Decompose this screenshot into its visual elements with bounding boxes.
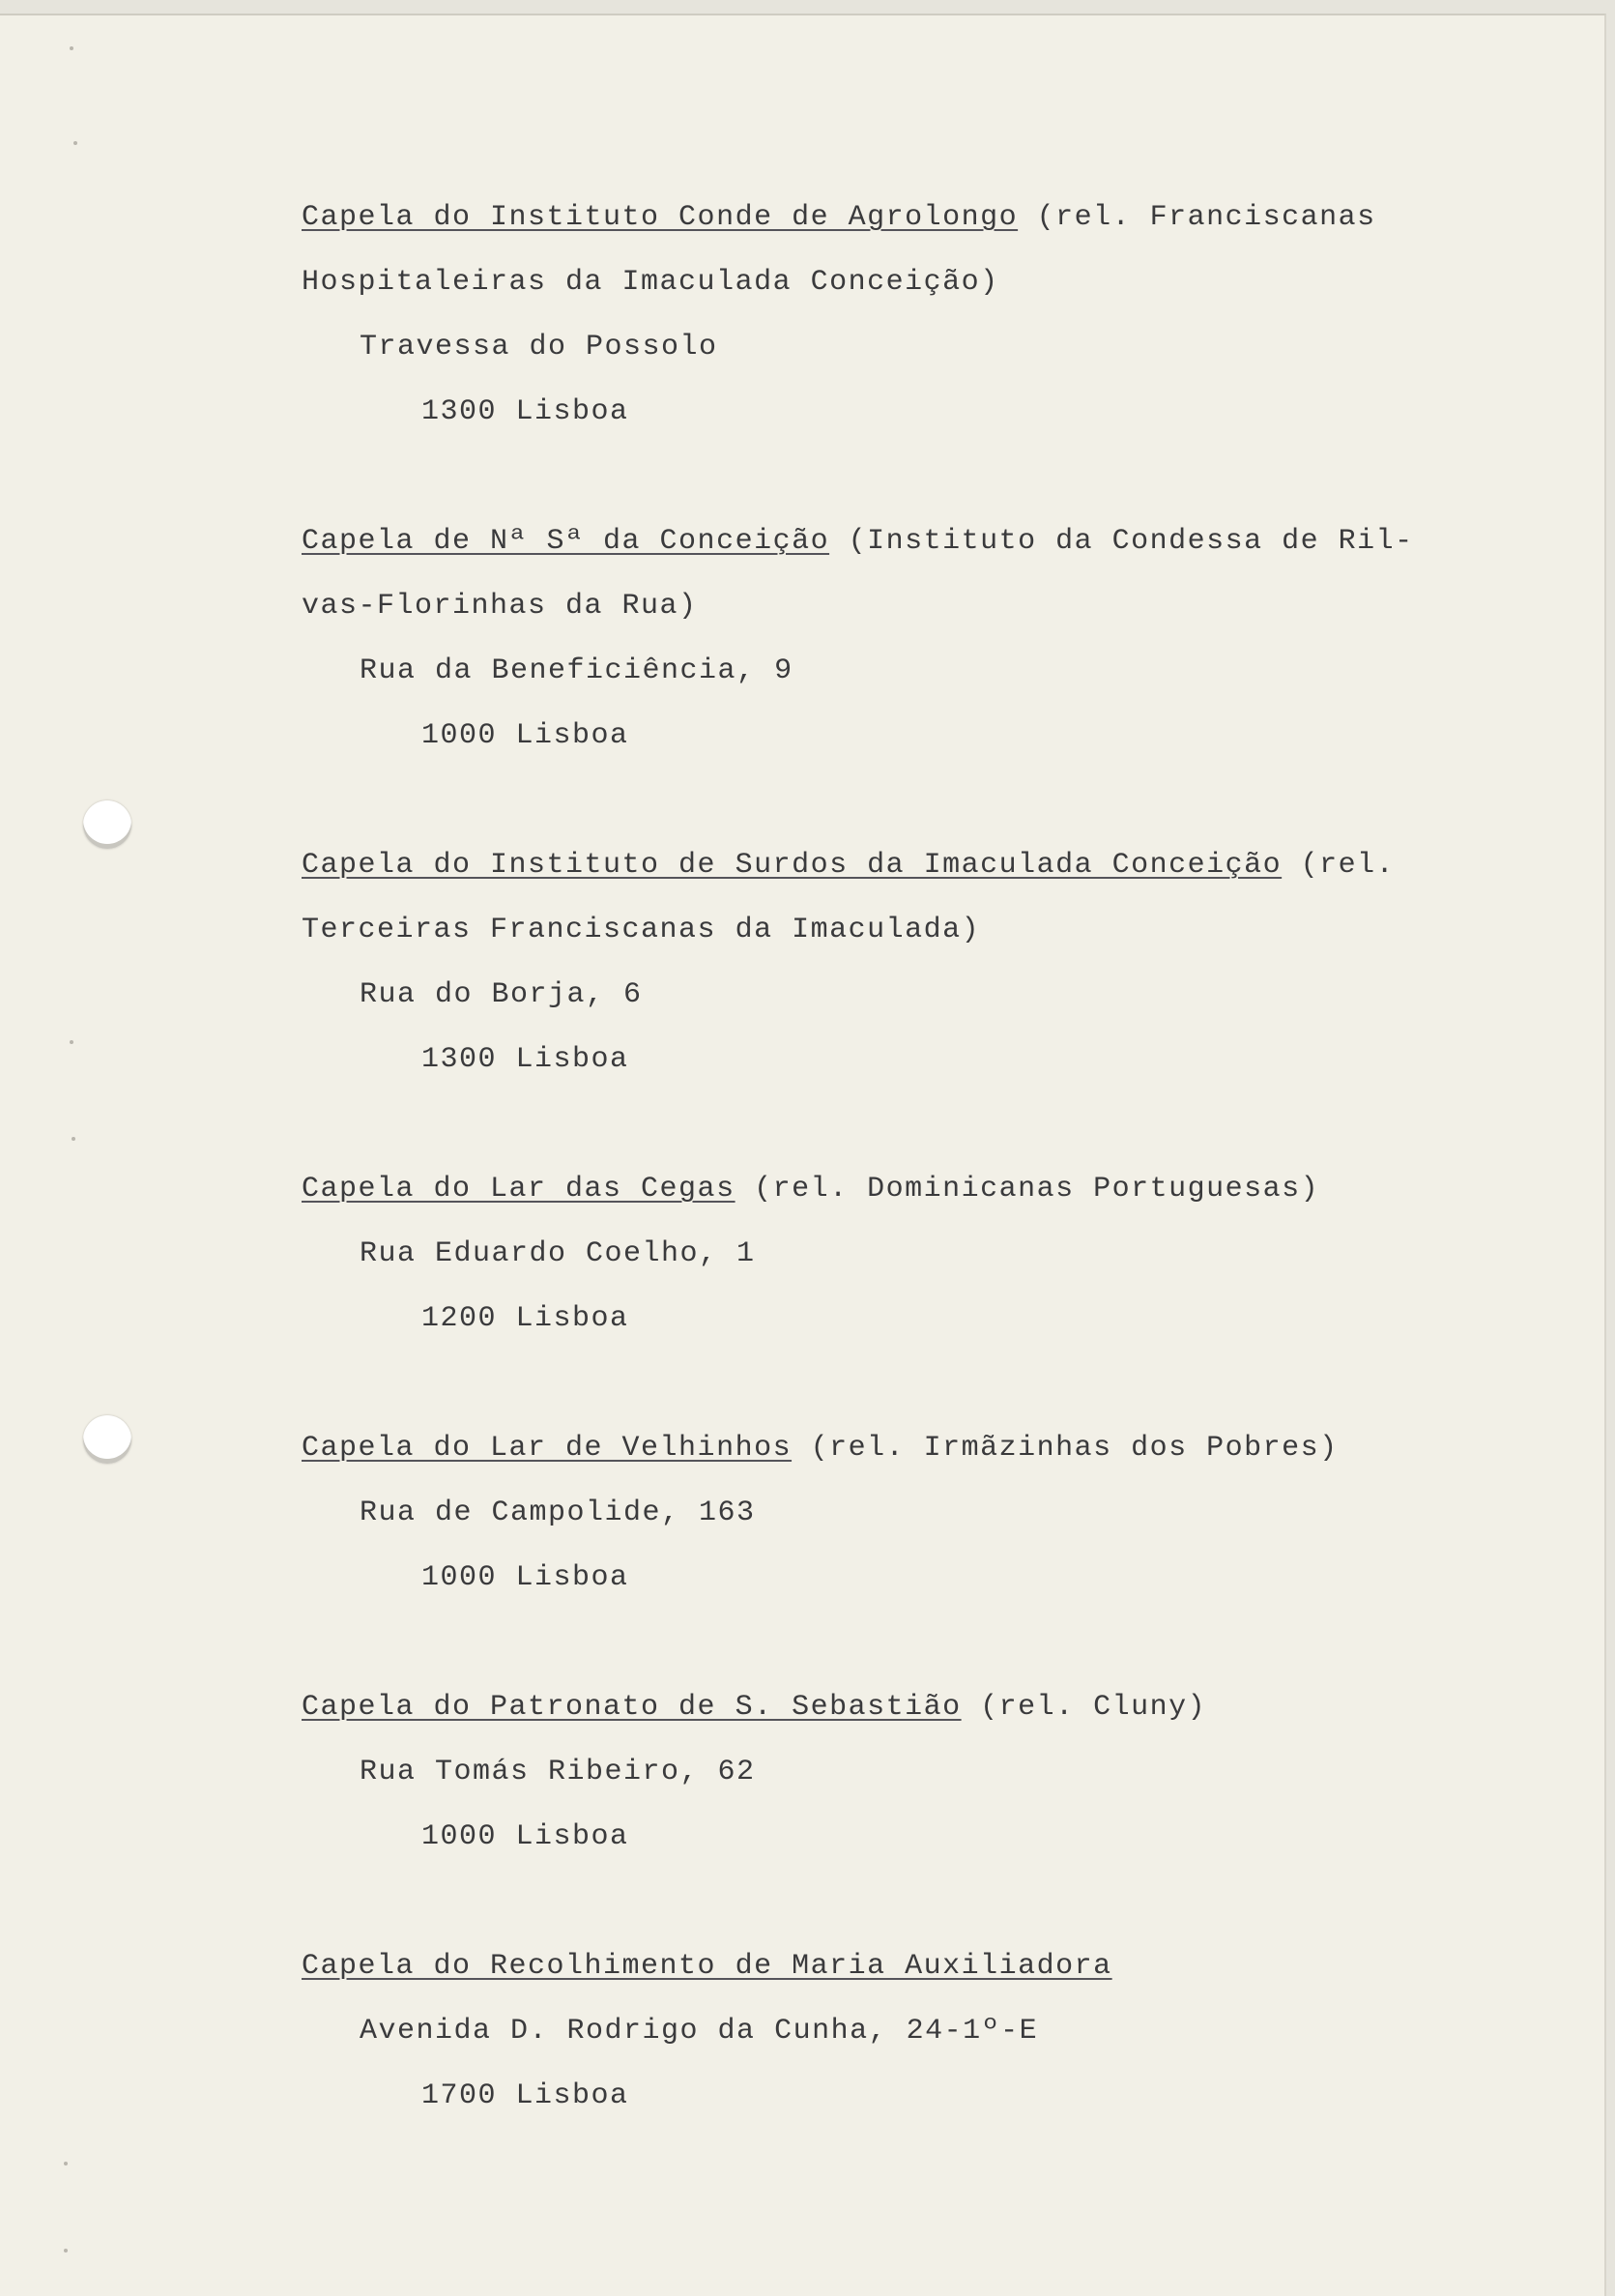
entry-address: Rua de Campolide, 163 [360, 1497, 756, 1529]
entry-address: Rua Eduardo Coelho, 1 [360, 1237, 756, 1270]
entry-address: Rua do Borja, 6 [360, 978, 643, 1011]
list-item [302, 833, 1490, 1092]
paper-speck [64, 2162, 68, 2165]
entry-note: (rel. [1282, 849, 1396, 882]
punch-hole-bottom [83, 1415, 131, 1464]
entry-address: Rua da Beneficiência, 9 [360, 654, 793, 687]
paper-speck [70, 46, 73, 50]
entry-title: Capela do Recolhimento de Maria Auxiliadora [302, 1950, 1112, 1983]
entry-city: 1000 Lisboa [421, 1561, 629, 1594]
entry-city: 1700 Lisboa [421, 2079, 629, 2112]
entry-address: Avenida D. Rodrigo da Cunha, 24-1º-E [360, 2015, 1039, 2048]
entry-title: Capela de Nª Sª da Conceição [302, 525, 830, 558]
document-page [0, 14, 1606, 2296]
list-item [302, 1157, 1490, 1351]
entry-note: (rel. Cluny) [961, 1691, 1207, 1724]
entry-title: Capela do Instituto de Surdos da Imaculada Conceição [302, 849, 1283, 882]
entry-note-continued: Terceiras Franciscanas da Imaculada) [302, 914, 981, 946]
entry-note-continued: vas-Florinhas da Rua) [302, 590, 698, 623]
entry-city: 1200 Lisboa [421, 1302, 629, 1335]
list-item [302, 1675, 1490, 1870]
list-item [302, 186, 1490, 445]
typed-list [302, 186, 1490, 2194]
entry-note: (rel. Franciscanas [1018, 201, 1376, 234]
entry-title: Capela do Lar das Cegas [302, 1173, 735, 1206]
list-item [302, 1416, 1490, 1611]
entry-city: 1000 Lisboa [421, 1820, 629, 1853]
paper-speck [64, 2249, 68, 2252]
entry-city: 1000 Lisboa [421, 719, 629, 752]
entry-title: Capela do Lar de Velhinhos [302, 1432, 793, 1465]
entry-title: Capela do Instituto Conde de Agrolongo [302, 201, 1019, 234]
entry-note: (rel. Dominicanas Portuguesas) [735, 1173, 1320, 1206]
entry-note-continued: Hospitaleiras da Imaculada Conceição) [302, 266, 999, 299]
entry-address: Travessa do Possolo [360, 331, 718, 363]
paper-speck [73, 141, 77, 145]
paper-speck [70, 1040, 73, 1044]
list-item [302, 1934, 1490, 2129]
punch-hole-top [83, 800, 131, 849]
entry-title: Capela do Patronato de S. Sebastião [302, 1691, 962, 1724]
paper-speck [72, 1137, 75, 1141]
entry-city: 1300 Lisboa [421, 1043, 629, 1076]
entry-note: (rel. Irmãzinhas dos Pobres) [792, 1432, 1339, 1465]
entry-city: 1300 Lisboa [421, 395, 629, 428]
list-item [302, 509, 1490, 769]
entry-note: (Instituto da Condessa de Ril- [829, 525, 1414, 558]
entry-address: Rua Tomás Ribeiro, 62 [360, 1756, 756, 1788]
